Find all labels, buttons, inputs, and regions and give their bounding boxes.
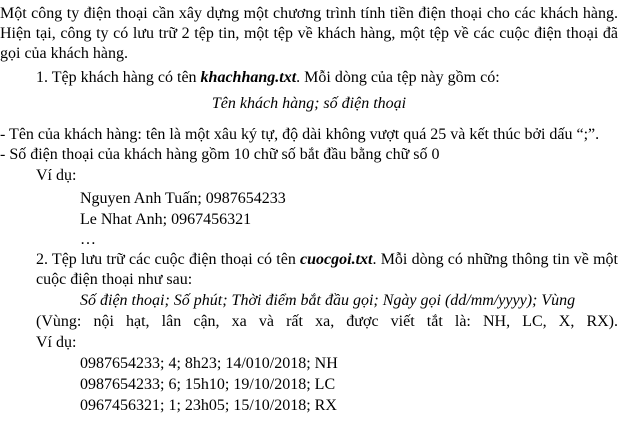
section2-filename: cuocgoi.txt — [300, 251, 373, 268]
section1-format: Tên khách hàng; số điện thoại — [211, 95, 407, 112]
section1-tail: . Mỗi dòng của tệp này gồm có: — [296, 69, 500, 86]
section1-heading — [36, 68, 500, 88]
section1-rule-1: - Tên của khách hàng: tên là một xâu ký tự, độ dài không vượt quá 25 và kết thúc bởi dấu “;”. — [0, 126, 600, 143]
section2-tail: . Mỗi dòng có những thông tin về một — [372, 251, 618, 268]
section2-note: (Vùng: nội hạt, lân cận, xa và rất xa, được viết tắt là: NH, LC, X, RX). — [36, 313, 618, 330]
section1-example-2: Le Nhat Anh; 0967456321 — [80, 211, 252, 228]
section1-filename: khachhang.txt — [200, 69, 297, 86]
section2-heading — [36, 250, 618, 270]
intro-line-2: Hiện tại, công ty có lưu trữ 2 tệp tin, một tệp về khách hàng, một tệp về các cuộc điện thoại đã — [0, 25, 618, 42]
section2-example-label: Ví dụ: — [36, 334, 77, 351]
intro-line-1: Một công ty điện thoại cần xây dựng một chương trình tính tiền điện thoại cho các khách hàng. — [0, 5, 618, 22]
section2-line-2: cuộc điện thoại như sau: — [36, 271, 193, 288]
section1-rule-2: - Số điện thoại của khách hàng gồm 10 chữ số bắt đầu bằng chữ số 0 — [0, 146, 440, 163]
section2-lead: 2. Tệp lưu trữ các cuộc điện thoại có tên — [36, 251, 301, 268]
section1-lead: 1. Tệp khách hàng có tên — [36, 69, 201, 86]
section2-example-2: 0987654233; 6; 15h10; 19/10/2018; LC — [80, 376, 336, 393]
section1-example-3: … — [80, 231, 96, 248]
section2-format: Số điện thoại; Số phút; Thời điểm bắt đầu gọi; Ngày gọi (dd/mm/yyyy); Vùng — [80, 292, 576, 309]
section1-example-label: Ví dụ: — [36, 167, 77, 184]
section2-example-1: 0987654233; 4; 8h23; 14/010/2018; NH — [80, 355, 338, 372]
section2-example-3: 0967456321; 1; 23h05; 15/10/2018; RX — [80, 397, 337, 414]
section1-example-1: Nguyen Anh Tuấn; 0987654233 — [80, 190, 286, 207]
intro-line-3: gọi của khách hàng. — [0, 45, 128, 62]
